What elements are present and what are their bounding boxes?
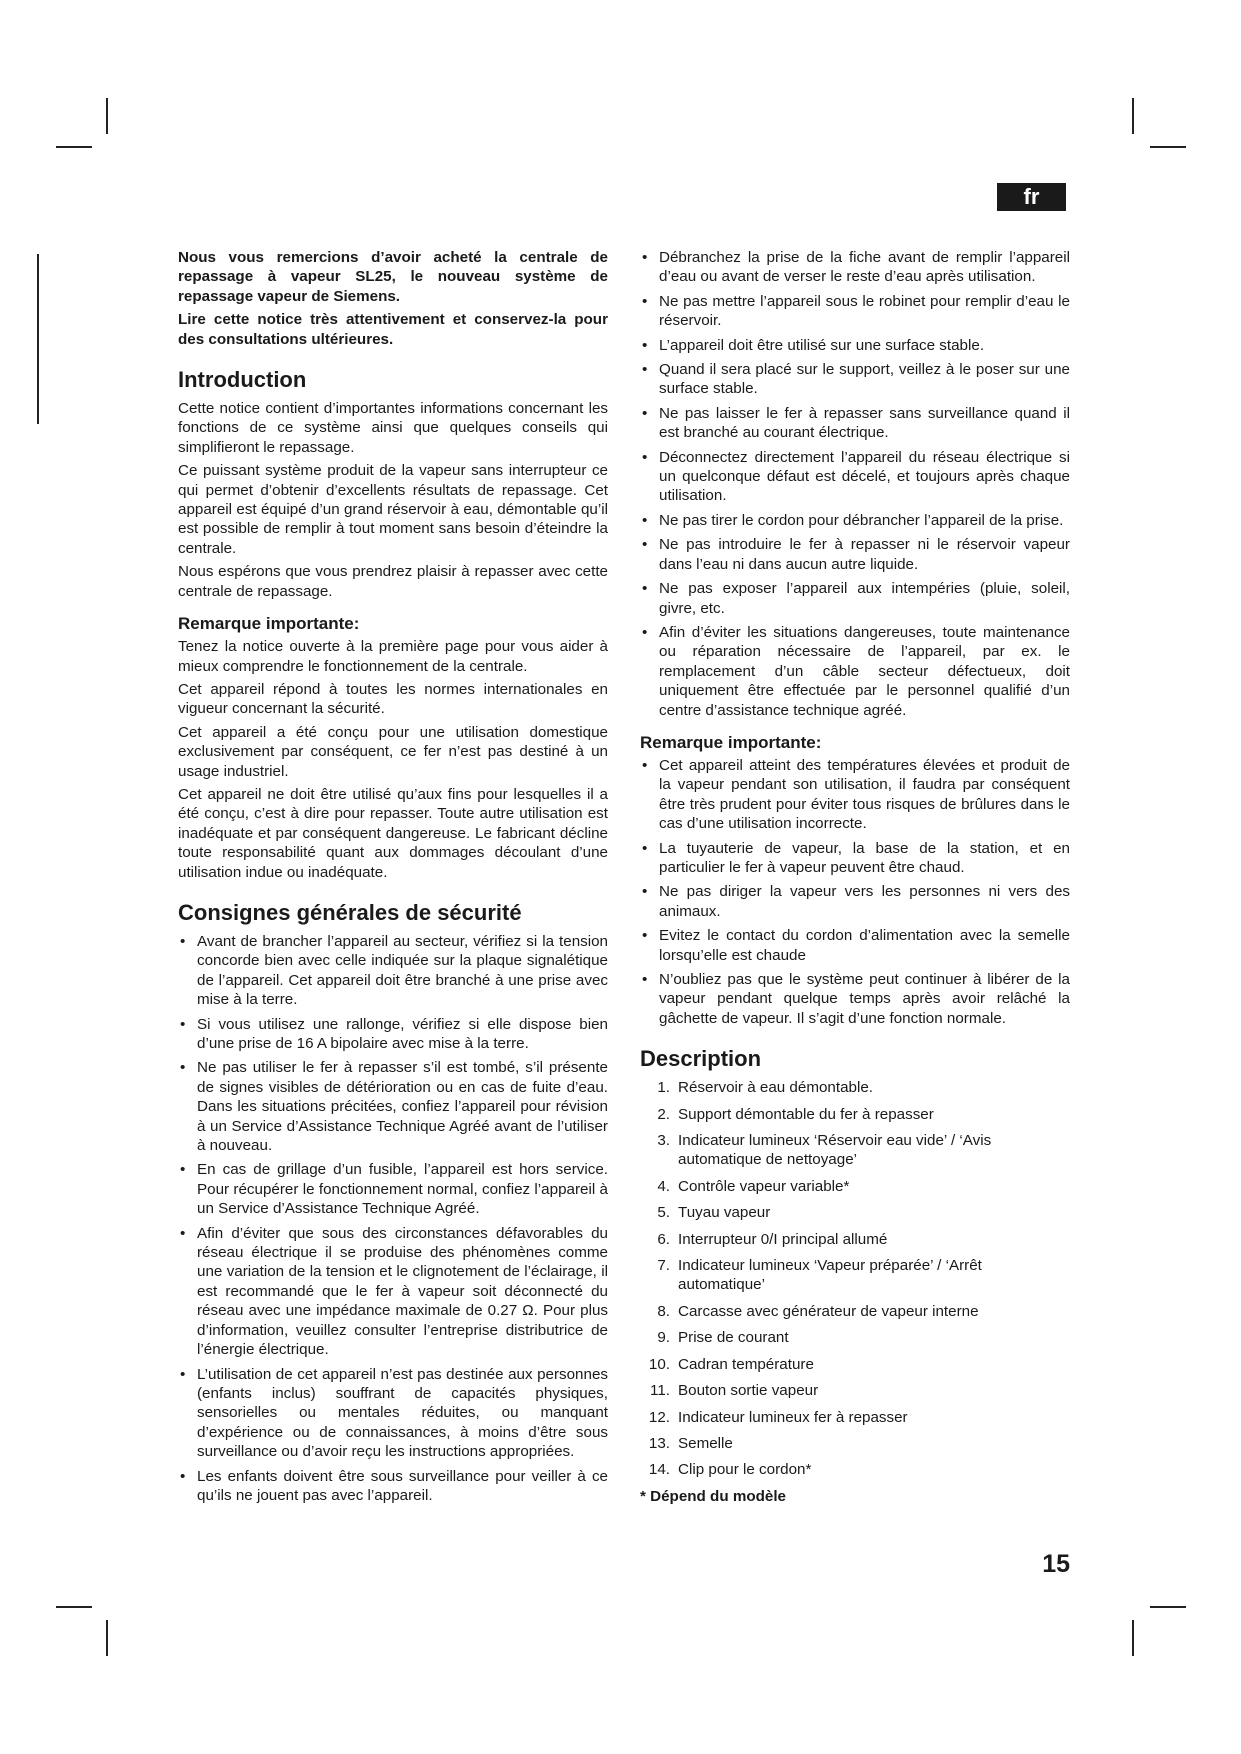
description-item: [640, 1434, 1070, 1453]
safety-list-continued: [640, 248, 1070, 720]
crop-mark: [56, 1606, 92, 1608]
item-text: Semelle: [678, 1434, 733, 1452]
introduction-heading: Introduction: [178, 367, 307, 393]
item-text: Carcasse avec générateur de vapeur interne: [678, 1302, 979, 1320]
list-item: • Quand il sera placé sur le support, veillez à le poser sur une surface stable.: [640, 360, 1070, 399]
description-item: [640, 1355, 1070, 1374]
list-item: • Si vous utilisez une rallonge, vérifiez si elle dispose bien d’une prise de 16 A bipolaire avec mise à la terre.: [178, 1015, 608, 1054]
list-item: • Ne pas diriger la vapeur vers les personnes ni vers des animaux.: [640, 882, 1070, 921]
item-text: Prise de courant: [678, 1329, 789, 1347]
remark-paragraph: Cet appareil ne doit être utilisé qu’aux fins pour lesquelles il a été conçu, c’est à dire pour repasser. Toute autre utilisation est inadéquate et par conséquent dangereuse. Le fabricant décline toute responsabilité quant aux dommages découlant d’une utilisation indue ou inadéquate.: [178, 785, 608, 881]
description-item: [640, 1256, 1070, 1295]
description-item: [640, 1460, 1070, 1479]
thanks-text: Nous vous remercions d’avoir acheté la centrale de repassage à vapeur SL25, le nouveau système de repassage vapeur de Siemens.: [178, 249, 608, 305]
list-item: • La tuyauterie de vapeur, la base de la station, et en particulier le fer à vapeur peuvent être chaud.: [640, 839, 1070, 878]
item-number: 7.: [657, 1257, 670, 1275]
item-number: 3.: [657, 1132, 670, 1150]
description-item: [640, 1408, 1070, 1427]
description-item: [640, 1328, 1070, 1347]
footnote: * Dépend du modèle: [640, 1487, 786, 1505]
register-bar: [37, 254, 39, 424]
read-notice-text: Lire cette notice très attentivement et conservez-la pour des consultations ultérieures.: [178, 311, 608, 348]
item-text: Tuyau vapeur: [678, 1204, 771, 1222]
right-column: [640, 248, 1070, 1506]
item-text: Indicateur lumineux fer à repasser: [678, 1408, 908, 1426]
item-number: 2.: [657, 1105, 670, 1123]
crop-mark: [1150, 146, 1186, 148]
description-item: [640, 1230, 1070, 1249]
intro-paragraph: Ce puissant système produit de la vapeur sans interrupteur ce qui permet d’obtenir d’excellents résultats de repassage. Cet appareil est équipé d’un grand réservoir à eau, démontable qu’il est possible de remplir à tout moment sans besoin d’éteindre la centrale.: [178, 462, 608, 557]
item-number: 13.: [648, 1434, 670, 1452]
safety-list: [178, 932, 608, 1505]
crop-mark: [56, 146, 92, 148]
item-number: 6.: [657, 1230, 670, 1248]
left-column: [178, 248, 608, 1510]
item-text: Clip pour le cordon*: [678, 1461, 812, 1479]
list-item: • En cas de grillage d’un fusible, l’appareil est hors service. Pour récupérer le fonctionnement normal, confiez l’appareil à un Service d’Assistance Technique Agréé.: [178, 1160, 608, 1218]
remark-heading: Remarque importante:: [178, 614, 360, 634]
description-item: [640, 1302, 1070, 1321]
list-item: • Ne pas tirer le cordon pour débrancher l’appareil de la prise.: [640, 511, 1070, 530]
list-item: • Débranchez la prise de la fiche avant de remplir l’appareil d’eau ou avant de verser le reste d’eau après utilisation.: [640, 248, 1070, 287]
safety-heading: Consignes générales de sécurité: [178, 899, 522, 925]
list-item: • L’appareil doit être utilisé sur une surface stable.: [640, 336, 1070, 355]
item-number: 5.: [657, 1204, 670, 1222]
remark-paragraph: Cet appareil répond à toutes les normes internationales en vigueur concernant la sécurité.: [178, 680, 608, 718]
item-text: Cadran température: [678, 1355, 814, 1373]
list-item: • Evitez le contact du cordon d’alimentation avec la semelle lorsqu’elle est chaude: [640, 926, 1070, 965]
item-text: Indicateur lumineux ‘Réservoir eau vide’ / ‘Avis automatique de nettoyage’: [678, 1132, 992, 1169]
remark-heading: Remarque importante:: [640, 732, 822, 752]
list-item: • Les enfants doivent être sous surveillance pour veiller à ce qu’ils ne jouent pas avec l’appareil.: [178, 1467, 608, 1506]
item-text: Bouton sortie vapeur: [678, 1382, 819, 1400]
language-tab: fr: [997, 183, 1066, 211]
description-item: [640, 1105, 1070, 1124]
list-item: • L’utilisation de cet appareil n’est pas destinée aux personnes (enfants inclus) souffrant de capacités physiques, sensorielles ou mentales réduites, ou manquant d’expérience ou de connaissances, à moins d’être sous surveillance ou d’avoir reçu les instructions appropriées.: [178, 1365, 608, 1462]
intro-paragraph: Nous espérons que vous prendrez plaisir à repasser avec cette centrale de repassage.: [178, 563, 608, 600]
remark-paragraph: Tenez la notice ouverte à la première page pour vous aider à mieux comprendre le fonctionnement de la centrale.: [178, 638, 608, 675]
list-item: • Ne pas exposer l’appareil aux intempéries (pluie, soleil, givre, etc.: [640, 579, 1070, 618]
item-number: 10.: [648, 1355, 670, 1373]
list-item: • Afin d’éviter les situations dangereuses, toute maintenance ou réparation nécessaire de l’appareil, par ex. le remplacement d’un câble secteur défectueux, doit uniquement être effectuée par le personnel qualifié d’un centre d’assistance technique agréé.: [640, 623, 1070, 720]
list-item: • Afin d’éviter que sous des circonstances défavorables du réseau électrique il se produise des phénomènes comme une variation de la tension et le clignotement de l’éclairage, il est recommandé que le fer à vapeur soit déconnecté du réseau avec une impédance maximale de 0.27 Ω. Pour plus d’information, veuillez consulter l’entreprise distributrice de l’énergie électrique.: [178, 1224, 608, 1360]
item-number: 8.: [657, 1302, 670, 1320]
list-item: • Avant de brancher l’appareil au secteur, vérifiez si la tension concorde bien avec celle indiquée sur la plaque signalétique de l’appareil. Cet appareil doit être branché à une prise avec mise à la terre.: [178, 932, 608, 1010]
item-text: Contrôle vapeur variable*: [678, 1177, 850, 1195]
remark-list: [640, 756, 1070, 1028]
page-number: 15: [1042, 1550, 1070, 1578]
item-number: 14.: [648, 1461, 670, 1479]
crop-mark: [1132, 98, 1134, 134]
description-item: [640, 1177, 1070, 1196]
description-item: [640, 1078, 1070, 1097]
crop-mark: [106, 1620, 108, 1656]
description-list: [640, 1078, 1070, 1480]
list-item: • N’oubliez pas que le système peut continuer à libérer de la vapeur pendant quelque temps après avoir relâché la gâchette de vapeur. Il s’agit d’une fonction normale.: [640, 970, 1070, 1028]
list-item: • Cet appareil atteint des températures élevées et produit de la vapeur pendant son utilisation, il faudra par conséquent être très prudent pour éviter tous risques de brûlures dans le cas d’une utilisation incorrecte.: [640, 756, 1070, 834]
item-number: 1.: [657, 1079, 670, 1097]
description-heading: Description: [640, 1046, 762, 1072]
item-number: 12.: [648, 1408, 670, 1426]
list-item: • Ne pas mettre l’appareil sous le robinet pour remplir d’eau le réservoir.: [640, 292, 1070, 331]
remark-paragraph: Cet appareil a été conçu pour une utilisation domestique exclusivement par conséquent, ce fer n’est pas destiné à un usage industriel.: [178, 723, 608, 780]
item-number: 9.: [657, 1329, 670, 1347]
description-item: [640, 1131, 1070, 1170]
item-text: Indicateur lumineux ‘Vapeur préparée’ / ‘Arrêt automatique’: [678, 1257, 982, 1294]
list-item: • Ne pas introduire le fer à repasser ni le réservoir vapeur dans l’eau ni dans aucun autre liquide.: [640, 535, 1070, 574]
description-item: [640, 1203, 1070, 1222]
item-number: 4.: [657, 1177, 670, 1195]
item-text: Interrupteur 0/I principal allumé: [678, 1230, 888, 1248]
crop-mark: [1150, 1606, 1186, 1608]
crop-mark: [1132, 1620, 1134, 1656]
list-item: • Ne pas utiliser le fer à repasser s’il est tombé, s’il présente de signes visibles de détérioration ou en cas de fuite d’eau. Dans les situations précitées, confiez l’appareil pour révision à un Service d’Assistance Technique Agréé avant de l’utiliser à nouveau.: [178, 1058, 608, 1155]
list-item: • Ne pas laisser le fer à repasser sans surveillance quand il est branché au courant électrique.: [640, 404, 1070, 443]
description-item: [640, 1381, 1070, 1400]
item-text: Réservoir à eau démontable.: [678, 1079, 874, 1097]
intro-paragraph: Cette notice contient d’importantes informations concernant les fonctions de ce système ainsi que quelques conseils qui simplifieront le repassage.: [178, 400, 608, 456]
crop-mark: [106, 98, 108, 134]
item-number: 11.: [650, 1382, 670, 1400]
list-item: • Déconnectez directement l’appareil du réseau électrique si un quelconque défaut est décelé, et toujours après chaque utilisation.: [640, 448, 1070, 506]
item-text: Support démontable du fer à repasser: [678, 1105, 934, 1123]
